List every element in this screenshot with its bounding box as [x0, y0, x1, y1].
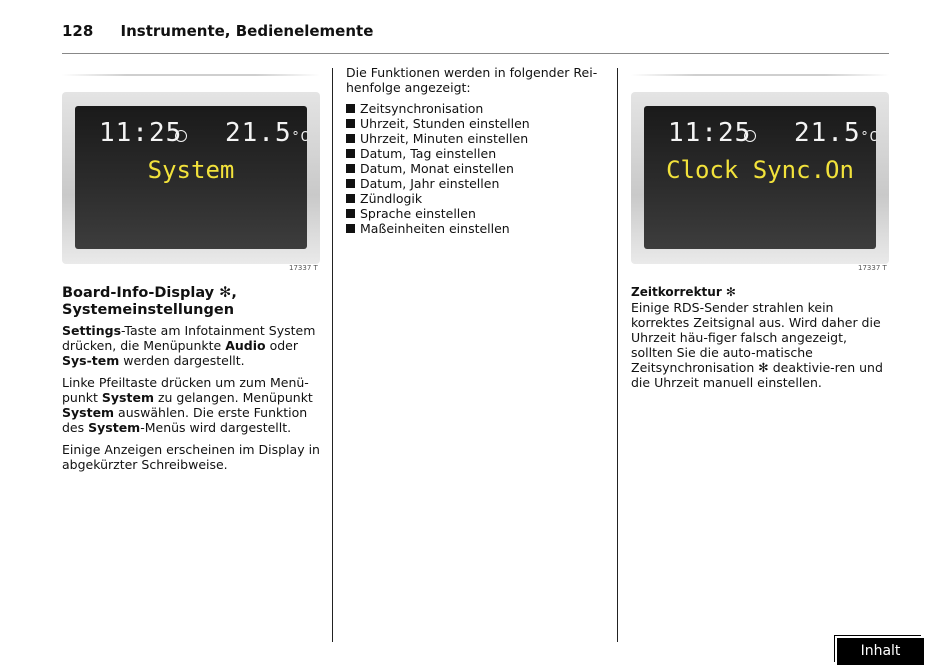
section-heading-line2: Systemeinstellungen	[62, 302, 235, 318]
bold-term: System	[88, 420, 141, 435]
rds-icon	[744, 130, 756, 142]
list-item: Uhrzeit, Minuten einstellen	[346, 131, 604, 146]
figure-code: 17337 T	[858, 264, 887, 272]
display-temperature	[794, 118, 878, 148]
temperature-unit: °C	[860, 130, 879, 145]
section-heading	[62, 285, 320, 319]
display-screen	[644, 106, 879, 249]
column-divider-left	[332, 68, 333, 642]
bold-term: System	[62, 405, 115, 420]
text-run: werden dargestellt.	[119, 353, 245, 368]
list-item: Datum, Monat einstellen	[346, 161, 604, 176]
temperature-value: 21.5	[225, 118, 292, 148]
text-run: auswählen. Die erste Funktion des	[62, 405, 308, 435]
text-run: Linke Pfeiltaste drücken um zum Menü-punkt	[62, 375, 309, 405]
list-item: Uhrzeit, Stunden einstellen	[346, 116, 604, 131]
list-item: Zündlogik	[346, 191, 604, 206]
temperature-unit: °C	[291, 130, 310, 145]
bold-term: System	[101, 390, 154, 405]
header-divider	[62, 53, 889, 54]
text-run: -Menüs wird dargestellt.	[140, 420, 292, 435]
display-temperature	[225, 118, 309, 148]
display-figure-system	[62, 68, 320, 268]
bold-term: Settings	[62, 323, 122, 338]
display-time: 11:25	[99, 118, 183, 148]
figure-code: 17337 T	[289, 264, 318, 272]
bold-term: Sys-tem	[62, 353, 120, 368]
function-list	[346, 101, 604, 236]
text-run: zu gelangen. Menüpunkt	[153, 390, 313, 405]
list-item: Zeitsynchronisation	[346, 101, 604, 116]
list-item: Datum, Tag einstellen	[346, 146, 604, 161]
display-screen	[75, 106, 310, 249]
temperature-value: 21.5	[794, 118, 861, 148]
display-main-text: Clock Sync.On	[666, 156, 854, 184]
page-header	[62, 22, 373, 40]
paragraph-settings	[62, 323, 320, 368]
bold-term: Audio	[225, 338, 266, 353]
list-item: Maßeinheiten einstellen	[346, 221, 604, 236]
page-title: Instrumente, Bedienelemente	[120, 22, 374, 40]
column-left	[62, 285, 320, 479]
display-main-text: System	[147, 156, 235, 184]
column-right	[631, 285, 889, 390]
list-item: Sprache einstellen	[346, 206, 604, 221]
paragraph-system-menu	[62, 375, 320, 435]
page-number: 128	[62, 22, 94, 40]
column-divider-right	[617, 68, 618, 642]
text-run: oder	[265, 338, 298, 353]
list-item: Datum, Jahr einstellen	[346, 176, 604, 191]
inhalt-button[interactable]: Inhalt	[837, 638, 924, 665]
figure-top-rule	[62, 74, 320, 76]
list-intro: Die Funktionen werden in folgender Rei-henfolge angezeigt:	[346, 65, 598, 95]
column-middle	[346, 65, 604, 236]
zeitkorrektur-heading: Zeitkorrektur ✻	[631, 285, 736, 299]
text-run: -Taste am Infotainment System drücken, die Menüpunkte	[62, 323, 316, 353]
figure-top-rule	[631, 74, 889, 76]
display-time: 11:25	[668, 118, 752, 148]
display-figure-clock-sync	[631, 68, 889, 268]
rds-icon	[175, 130, 187, 142]
paragraph-abbreviations: Einige Anzeigen erscheinen im Display in abgekürzter Schreibweise.	[62, 442, 320, 472]
section-heading-line1: Board-Info-Display ✻,	[62, 285, 237, 301]
zeitkorrektur-text: Einige RDS-Sender strahlen kein korrektes Zeitsignal aus. Wird daher die Uhrzeit häu-figer falsch angezeigt, sollten Sie die auto-matische Zeitsynchronisation ✻ deaktivie-ren und die Uhrzeit manuell einstellen.	[631, 300, 883, 390]
